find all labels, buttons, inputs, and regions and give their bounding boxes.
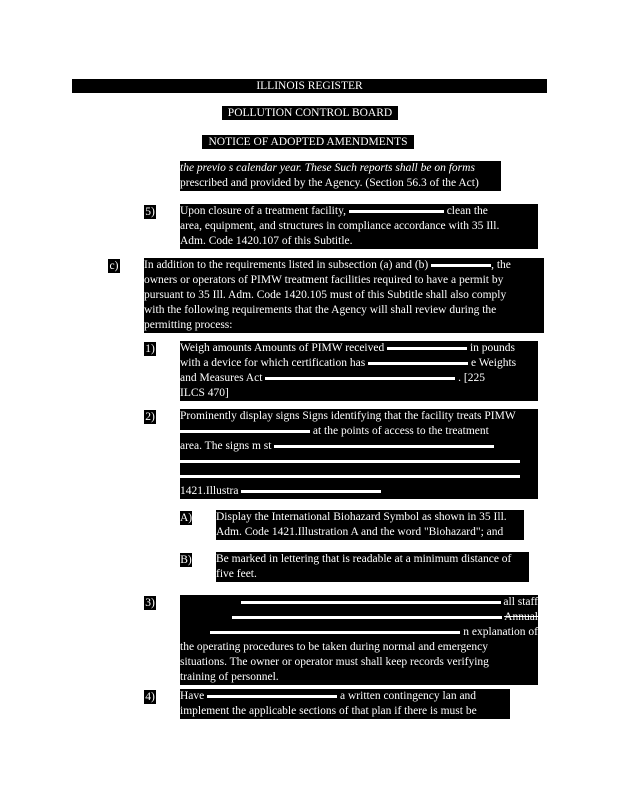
board-title: POLLUTION CONTROL BOARD (222, 106, 398, 120)
item-c1-label: 1) (145, 343, 155, 355)
redaction-mark (210, 631, 460, 634)
redaction-mark (431, 264, 491, 267)
redaction-mark (241, 601, 501, 604)
item-c3-text-continued: the operating procedures to be taken during normal and emergency situations. The owner or operator must shall keep records verifying training of personnel. (180, 640, 538, 685)
redaction-mark (265, 377, 455, 380)
item-c2b-label: B) (180, 554, 192, 566)
item-5-label: 5) (145, 206, 155, 218)
redaction-mark (241, 490, 381, 493)
item-c-label: c) (109, 260, 119, 272)
item-5-text: Upon closure of a treatment facility, clean the area, equipment, and structures in compliance accordance with 35 Ill. Adm. Code 1420.107 of this Subtitle. (180, 204, 538, 249)
item-c4-text: Have a written contingency lan and implement the applicable sections of that plan if there is must be (180, 689, 510, 719)
redaction-mark (180, 460, 520, 463)
item-c4-label: 4) (145, 691, 155, 703)
redaction-mark (368, 362, 468, 365)
redaction-mark (207, 695, 337, 698)
item-c3-label: 3) (145, 597, 155, 609)
redaction-mark (180, 475, 520, 478)
item-c3-text: all staff Annual n explanation of (180, 595, 538, 640)
item-c2-label: 2) (145, 411, 155, 423)
continued-paragraph: the previo s calendar year. These Such reports shall be on forms prescribed and provided by the Agency. (Section 56.3 of the Act) (180, 161, 501, 191)
item-c2b-text: Be marked in lettering that is readable at a minimum distance of five feet. (216, 552, 529, 582)
redaction-mark (387, 347, 467, 350)
register-title: ILLINOIS REGISTER (256, 80, 363, 92)
item-c2a-label: A) (180, 512, 193, 524)
notice-title: NOTICE OF ADOPTED AMENDMENTS (202, 135, 414, 149)
item-c1-text: Weigh amounts Amounts of PIMW received in pounds with a device for which certification has e Weights and Measures Act . [225 ILCS 470] (180, 341, 538, 401)
redaction-mark (349, 210, 444, 213)
item-c2a-text: Display the International Biohazard Symbol as shown in 35 Ill. Adm. Code 1421.Illustration A and the word "Biohazard"; and (216, 510, 524, 540)
redaction-mark (180, 430, 310, 433)
item-c-text: In addition to the requirements listed in subsection (a) and (b) , the owners or operators of PIMW treatment facilities required to have a permit by pursuant to 35 Ill. Adm. Code 1420.105 must of this Subtitle shall also comply with the following requirements that the Agency will shall review during the permitting process: (144, 258, 544, 333)
register-header (72, 79, 547, 93)
item-c2-text: Prominently display signs Signs identifying that the facility treats PIMW at the points of access to the treatment area. The signs m st 1421.Illustra (180, 409, 538, 499)
redaction-mark (232, 616, 502, 619)
redaction-mark (274, 445, 494, 448)
